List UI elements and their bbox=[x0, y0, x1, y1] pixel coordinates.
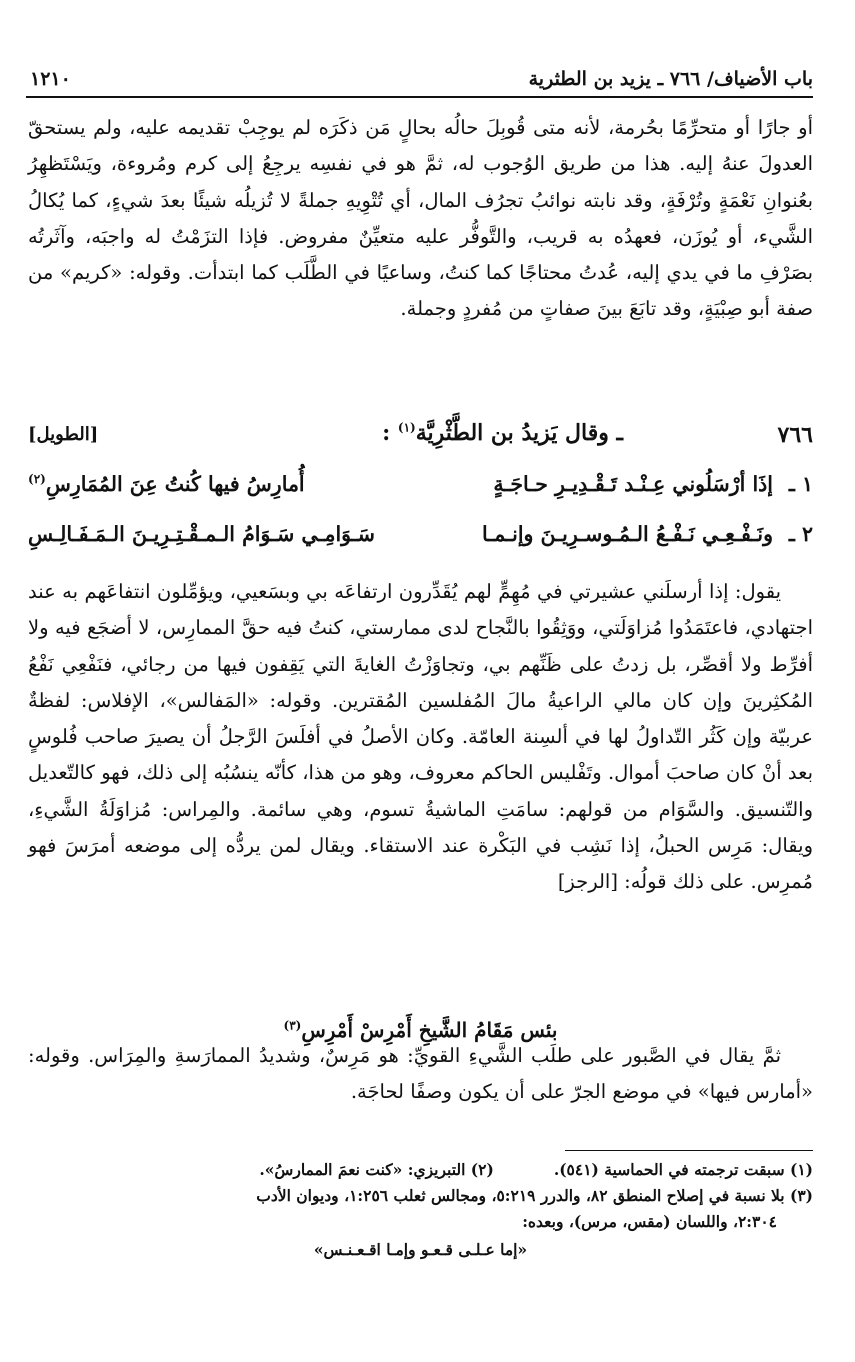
closing-paragraph: ثمَّ يقال في الصَّبور على طلَب الشَّيءِ القويِّ: هو مَرِسٌ، وشديدُ الممارَسةِ والمِرَاس. وقوله: «أمارس فيها» في موضع الجرّ على أن يكون وصفًا لحاجَة. bbox=[28, 1044, 813, 1104]
second-hemistich bbox=[28, 472, 305, 496]
footnote-1: (١) سبقت ترجمته في الحماسية (٥٤١). bbox=[553, 1160, 813, 1179]
poem-title bbox=[382, 420, 623, 446]
commentary-paragraph: يقول: إذا أرسلَني عشيرتي في مُهِمٍّ لهم يُقَدِّرون ارتفاعَه بي وبسَعيي، ويؤمِّلون انتفاعَهم به عند اجتهادي، فاعتَمَدُوا مُزاوَلَتي، ووَثِقُوا بالنَّجاح لدى ممارستي، كنتُ فيه حقَّ الممارِس، لا أضجَع فيه ولا أفرِّط ولا أقصِّر، بل زدتُ على ظَنِّهم بي، وتجاوَزْتُ الغايةَ التي يَقِفون فيها من رجائي، فنَفْعِي نَفْعُ المُكثِرينَ وإن كان مالي الراعيةُ مالَ المُفلسين المُقترين. وقوله: «المَفالس»، الإفلاس: لفظةٌ عربيّة وإن كَثُر التّداولُ لها في ألسِنة العامّة. وكان الأصلُ في أفلَسَ الرَّجلُ أن يصيرَ صاحب فُلوسٍ بعد أنْ كان صاحبَ أموال. وتَفْليس الحاكم معروف، وهو من هذا، كأنّه ينسُبُه إلى ذلك، فهو كالتّعديل والتّنسيق. والسَّوَام من قولهم: سامَتِ الماشيةُ تسوم، وهي سائمة. والمِراس: مُزاوَلَةُ الشَّيءِ، ويقال: مَرِس الحبلُ، إذا نَشِب في البَكْرة عند الاستقاء. ويقال لمن يردُّه إلى موضعه أمرَسَ فهو مُمرِس. على ذلك قولُه: [الرجز] bbox=[28, 580, 813, 894]
verse-number: ٢ ـ bbox=[788, 522, 813, 546]
footnotes bbox=[28, 1157, 813, 1263]
footnote-3-continued: ٢:٣٠٤، واللسان (مقس، مرس)، وبعده: bbox=[522, 1212, 777, 1231]
footnote-3-quote: «إما عـلـى قـعـو وإمـا اقـعـنـس» bbox=[313, 1240, 528, 1259]
poem-heading bbox=[28, 416, 813, 456]
running-title: باب الأضياف/ ٧٦٦ ـ يزيد بن الطثرية bbox=[528, 68, 813, 90]
poem-title-colon: : bbox=[382, 420, 391, 446]
verse-number: ١ ـ bbox=[788, 472, 813, 496]
rajaz-line: بئس مَقَامُ الشَّيخِ أَمْرِسْ أَمْرِسِ bbox=[301, 1018, 558, 1042]
header-rule bbox=[26, 96, 813, 98]
second-hemistich: سَـوَامِـي سَـوَامُ الـمـقْـتِـرِيـنَ الـمَـفَـالِـسِ bbox=[28, 522, 375, 546]
verse-line bbox=[28, 520, 813, 560]
footnote-ref-3: (٣) bbox=[283, 1018, 302, 1033]
page-number: ١٢١٠ bbox=[30, 68, 71, 90]
second-hemistich-text: أُمارِسُ فيها كُنتُ عِنَ المُمَارِسِ bbox=[45, 472, 305, 496]
first-hemistich: إذَا أرْسَلُوني عِـنْـد تَـقْـدِيـرِ حـاجَـةٍ bbox=[493, 472, 773, 496]
poem-number: ٧٦٦ bbox=[777, 422, 813, 448]
poem-title-text: ـ وقال يَزيدُ بن الطَّثْرِيَّة bbox=[415, 420, 623, 446]
running-header bbox=[30, 64, 813, 94]
intro-paragraph: أو جارًا أو متحرِّمًا بحُرمة، لأنه متى قُوبِلَ حالُه بحالٍ مَن ذكَرَه لم يوجِبْ تقديمه عليه، ولم يستحقّ العدولَ عنهُ إليه. هذا من طريق الوُجوب له، ثمَّ هو في نفسِه يرجِعُ إلى كرم ومُروءة، ويَسْتَظهِرُ بعُنوانِ نَعْمَةٍ وتُرْفَةٍ، وقد نابته نوائبُ تجرُف المال، أي تُتْوِيهِ جملةً لا تُزيلُه شيئًا بعدَ شيءٍ، كما يُكالُ الشَّيء، أو يُوزَن، فعهدُه به قريب، والتَّوفُّر عليه متعيِّنٌ مفروض. فإذا التزَمْتُ له واجبَه، وآثَرتُه بصَرْفِ ما في يدي إليه، عُدتُ محتاجًا كما كنتُ، وساعيًا في الطَّلَب كما ابتدأت. وقوله: «كريم» من صفة أبو صِبْيَةٍ، وقد تابَعَ بينَ صفاتٍ من مُفردٍ وجملة. bbox=[28, 116, 813, 321]
poem-meter: [الطويل] bbox=[28, 424, 99, 445]
footnote-2: (٢) التبريزي: «كنت نعمَ الممارسُ». bbox=[259, 1160, 494, 1179]
footnote-ref-1: (١) bbox=[397, 420, 416, 435]
footnote-ref-2: (٢) bbox=[28, 472, 46, 487]
footnote-rule bbox=[565, 1150, 813, 1151]
first-hemistich: ونَـفْـعِـي نَـفْـعُ الـمُـوسـرِيـنَ وإنـمـا bbox=[482, 522, 773, 546]
verse-line bbox=[28, 470, 813, 510]
footnote-3: (٣) بلا نسبة في إصلاح المنطق ٨٢، والدرر ٥:٢١٩، ومجالس ثعلب ١:٢٥٦، وديوان الأدب bbox=[256, 1186, 813, 1205]
footnote-row bbox=[28, 1157, 813, 1183]
